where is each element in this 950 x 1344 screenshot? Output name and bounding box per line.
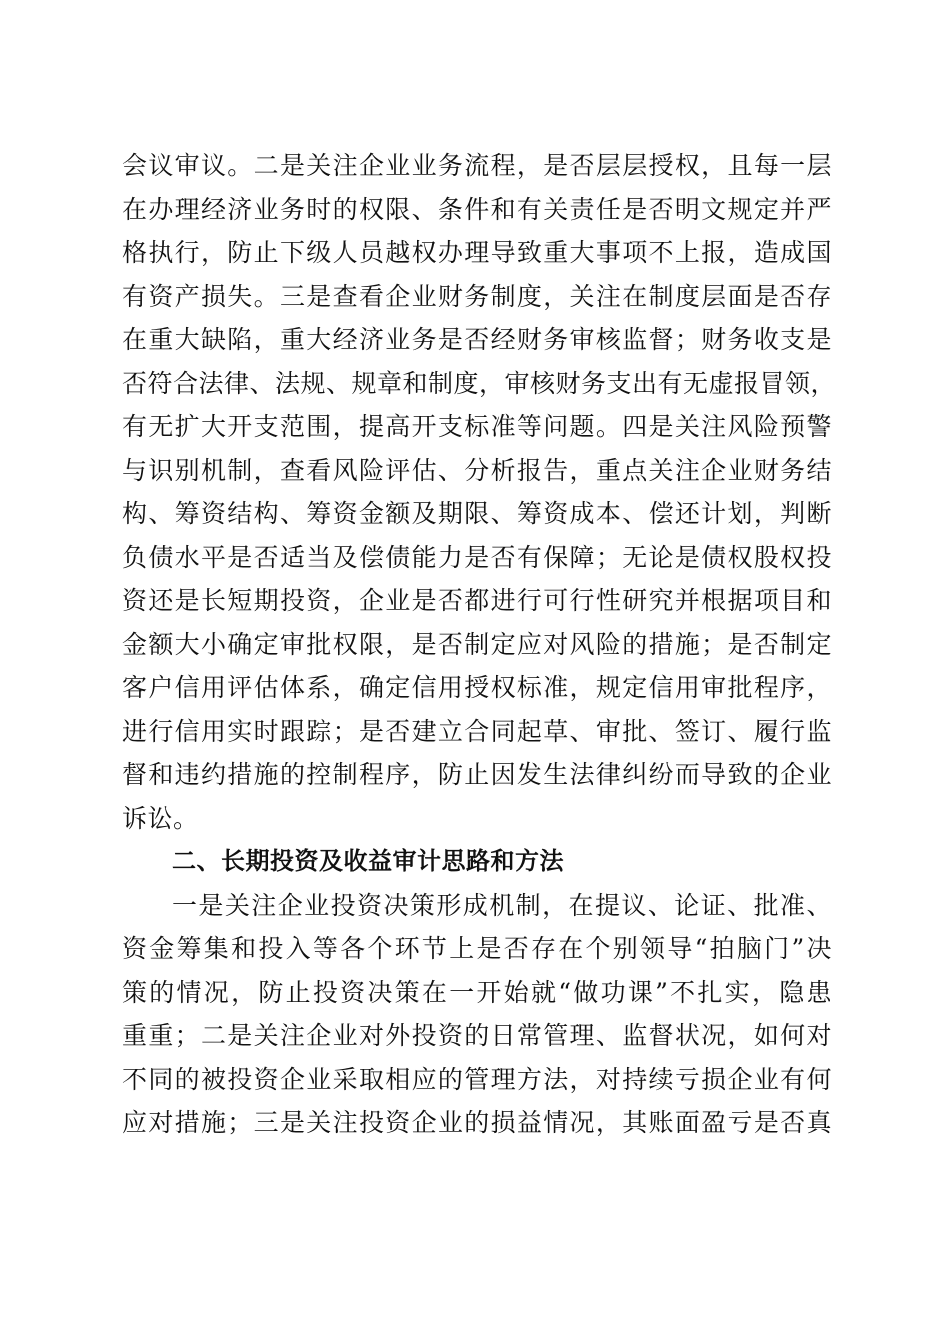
paragraph-2-line: 一是关注企业投资决策形成机制，在提议、论证、批准、 [172,890,832,920]
paragraph-1-line: 与识别机制，查看风险评估、分析报告，重点关注企业财务结 [122,455,832,485]
paragraph-2-line: 应对措施；三是关注投资企业的损益情况，其账面盈亏是否真 [122,1108,832,1137]
paragraph-1-line: 客户信用评估体系，确定信用授权标准，规定信用审批程序， [122,673,832,702]
paragraph-2-line: 重重；二是关注企业对外投资的日常管理、监督状况，如何对 [122,1021,832,1050]
paragraph-1-line: 进行信用实时跟踪；是否建立合同起草、审批、签订、履行监 [122,716,832,746]
paragraph-2-line: 资金筹集和投入等各个环节上是否存在个别领导“拍脑门”决 [122,934,832,963]
paragraph-1-line: 格执行，防止下级人员越权办理导致重大事项不上报，造成国 [122,238,832,267]
paragraph-1-line: 负债水平是否适当及偿债能力是否有保障；无论是债权股权投 [122,542,832,572]
paragraph-1-line: 有无扩大开支范围，提高开支标准等问题。四是关注风险预警 [122,412,832,441]
paragraph-1-line: 资还是长短期投资，企业是否都进行可行性研究并根据项目和 [122,586,832,615]
paragraph-2 [122,884,832,1145]
paragraph-1-line: 在办理经济业务时的权限、条件和有关责任是否明文规定并严 [122,194,832,224]
paragraph-1-line: 构、筹资结构、筹资金额及期限、筹资成本、偿还计划，判断 [122,499,832,528]
paragraph-1 [122,144,837,840]
paragraph-1-line: 有资产损失。三是查看企业财务制度，关注在制度层面是否存 [122,281,832,311]
paragraph-1-line: 会议审议。二是关注企业业务流程，是否层层授权，且每一层 [122,151,832,180]
paragraph-1-line: 在重大缺陷，重大经济业务是否经财务审核监督；财务收支是 [122,325,832,354]
document-body [122,144,837,1145]
paragraph-1-line: 诉讼。 [122,803,199,833]
paragraph-2-line: 不同的被投资企业采取相应的管理方法，对持续亏损企业有何 [122,1064,832,1094]
paragraph-2-line: 策的情况，防止投资决策在一开始就“做功课”不扎实，隐患 [122,977,832,1007]
paragraph-1-line: 否符合法律、法规、规章和制度，审核财务支出有无虚报冒领， [122,368,837,398]
paragraph-1-line: 金额大小确定审批权限，是否制定应对风险的措施；是否制定 [122,629,832,659]
paragraph-1-line: 督和违约措施的控制程序，防止因发生法律纠纷而导致的企业 [122,760,832,789]
section-heading: 二、长期投资及收益审计思路和方法 [172,847,564,875]
